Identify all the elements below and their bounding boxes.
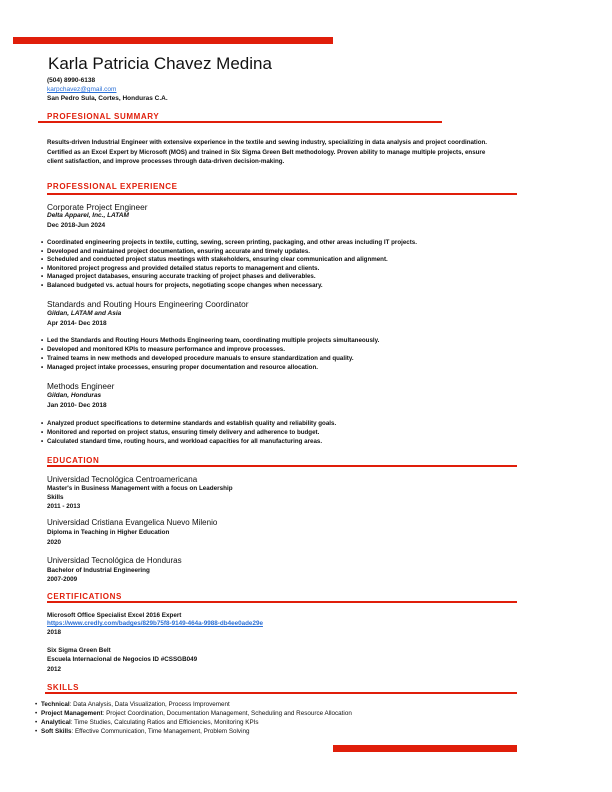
experience-heading: PROFESSIONAL EXPERIENCE bbox=[47, 182, 178, 191]
email-link[interactable]: karpchavez@gmail.com bbox=[47, 86, 117, 93]
job-bullet: • Analyzed product specifications to determine standards and establish quality and reliability goals. bbox=[41, 421, 336, 427]
skill-label: Analytical bbox=[41, 719, 71, 726]
school-name: Universidad Tecnológica de Honduras bbox=[47, 556, 182, 565]
certification-year: 2012 bbox=[47, 666, 62, 673]
job-bullet: • Balanced budgeted vs. actual hours for projects, negotiating scope changes when necessary. bbox=[41, 283, 323, 289]
divider bbox=[45, 692, 517, 694]
job-bullet: • Developed and monitored KPIs to measure performance and improve processes. bbox=[41, 347, 285, 353]
job-title: Corporate Project Engineer bbox=[47, 202, 148, 212]
job-bullet: • Calculated standard time, routing hours, and workload capacities for all manufacturing areas. bbox=[41, 439, 322, 445]
skill-label: Technical bbox=[41, 701, 70, 708]
job-company: Gildan, LATAM and Asia bbox=[47, 310, 122, 317]
skill-value: : Effective Communication, Time Management, Problem Solving bbox=[71, 728, 250, 735]
bottom-accent-bar bbox=[333, 745, 517, 752]
candidate-name: Karla Patricia Chavez Medina bbox=[48, 54, 272, 73]
summary-line: Results-driven Industrial Engineer with extensive experience in the textile and sewing industry, specializing in data analysis and project coordination. bbox=[47, 139, 487, 146]
divider bbox=[47, 601, 517, 603]
job-bullet: • Monitored and reported on project status, ensuring timely delivery and adherence to budget. bbox=[41, 430, 319, 436]
certification-year: 2018 bbox=[47, 629, 62, 636]
education-years: 2011 - 2013 bbox=[47, 503, 81, 510]
summary-line: Certified as an Excel Expert by Microsoft (MOS) and trained in Six Sigma Green Belt methodology. Proven ability to manage multiple projects, ensure bbox=[47, 149, 486, 156]
certifications-heading: CERTIFICATIONS bbox=[47, 592, 122, 601]
degree: Diploma in Teaching in Higher Education bbox=[47, 529, 170, 536]
job-company: Delta Apparel, Inc., LATAM bbox=[47, 212, 129, 219]
top-accent-bar bbox=[13, 37, 333, 44]
skill-value: : Project Coordination, Documentation Management, Scheduling and Resource Allocation bbox=[102, 710, 352, 717]
job-bullet: • Coordinated engineering projects in textile, cutting, sewing, screen printing, packaging, and other areas including IT projects. bbox=[41, 240, 417, 246]
address: San Pedro Sula, Cortes, Honduras C.A. bbox=[47, 95, 168, 102]
summary-heading: PROFESIONAL SUMMARY bbox=[47, 112, 160, 121]
job-dates: Apr 2014- Dec 2018 bbox=[47, 320, 107, 327]
degree: Skills bbox=[47, 494, 64, 501]
job-bullet: • Managed project intake processes, ensuring proper documentation and resource allocation. bbox=[41, 365, 318, 371]
degree: Master's in Business Management with a focus on Leadership bbox=[47, 485, 233, 492]
job-bullet: • Led the Standards and Routing Hours Methods Engineering team, coordinating multiple projects simultaneously. bbox=[41, 338, 379, 344]
job-title: Methods Engineer bbox=[47, 381, 115, 391]
job-company: Gildan, Honduras bbox=[47, 392, 102, 399]
skill-label: Soft Skills bbox=[41, 728, 72, 735]
school-name: Universidad Cristiana Evangelica Nuevo Milenio bbox=[47, 518, 218, 527]
education-years: 2007-2009 bbox=[47, 576, 78, 583]
job-dates: Dec 2018-Jun 2024 bbox=[47, 222, 106, 229]
divider bbox=[47, 193, 517, 195]
skill-item bbox=[35, 729, 249, 735]
skills-heading: SKILLS bbox=[47, 683, 80, 692]
skill-item bbox=[35, 702, 230, 708]
summary-line: client satisfaction, and improve processes through data-driven decision-making. bbox=[47, 158, 285, 165]
skill-value: : Data Analysis, Data Visualization, Process Improvement bbox=[69, 701, 230, 708]
education-years: 2020 bbox=[47, 539, 62, 546]
job-bullet: • Scheduled and conducted project status meetings with stakeholders, ensuring clear communication and alignment. bbox=[41, 257, 388, 263]
skill-value: : Time Studies, Calculating Ratios and Efficiencies, Monitoring KPIs bbox=[70, 719, 259, 726]
certification-link[interactable]: https://www.credly.com/badges/829b75f8-9149-464a-9988-db4ee0ade29e bbox=[47, 620, 263, 627]
education-heading: EDUCATION bbox=[47, 456, 100, 465]
phone: (504) 8990-6138 bbox=[47, 77, 96, 84]
job-bullet: • Managed project databases, ensuring accurate tracking of project phases and deliverables. bbox=[41, 274, 316, 280]
job-bullet: • Monitored project progress and provided detailed status reports to management and clients. bbox=[41, 266, 319, 272]
job-bullet: • Developed and maintained project documentation, ensuring accurate and timely updates. bbox=[41, 249, 310, 255]
job-dates: Jan 2010- Dec 2018 bbox=[47, 402, 107, 409]
degree: Bachelor of Industrial Engineering bbox=[47, 567, 150, 574]
certification-name: Six Sigma Green Belt bbox=[47, 647, 111, 654]
skill-item bbox=[35, 720, 259, 726]
certification-name: Microsoft Office Specialist Excel 2016 Expert bbox=[47, 612, 182, 619]
divider bbox=[38, 121, 442, 123]
job-bullet: • Trained teams in new methods and developed procedure manuals to ensure standardization and quality. bbox=[41, 356, 354, 362]
school-name: Universidad Tecnológica Centroamericana bbox=[47, 475, 198, 484]
certification-issuer: Escuela Internacional de Negocios ID #CSSGB049 bbox=[47, 656, 198, 663]
divider bbox=[47, 465, 517, 467]
job-title: Standards and Routing Hours Engineering Coordinator bbox=[47, 299, 249, 309]
skill-label: Project Management bbox=[41, 710, 103, 717]
skill-item bbox=[35, 711, 352, 717]
